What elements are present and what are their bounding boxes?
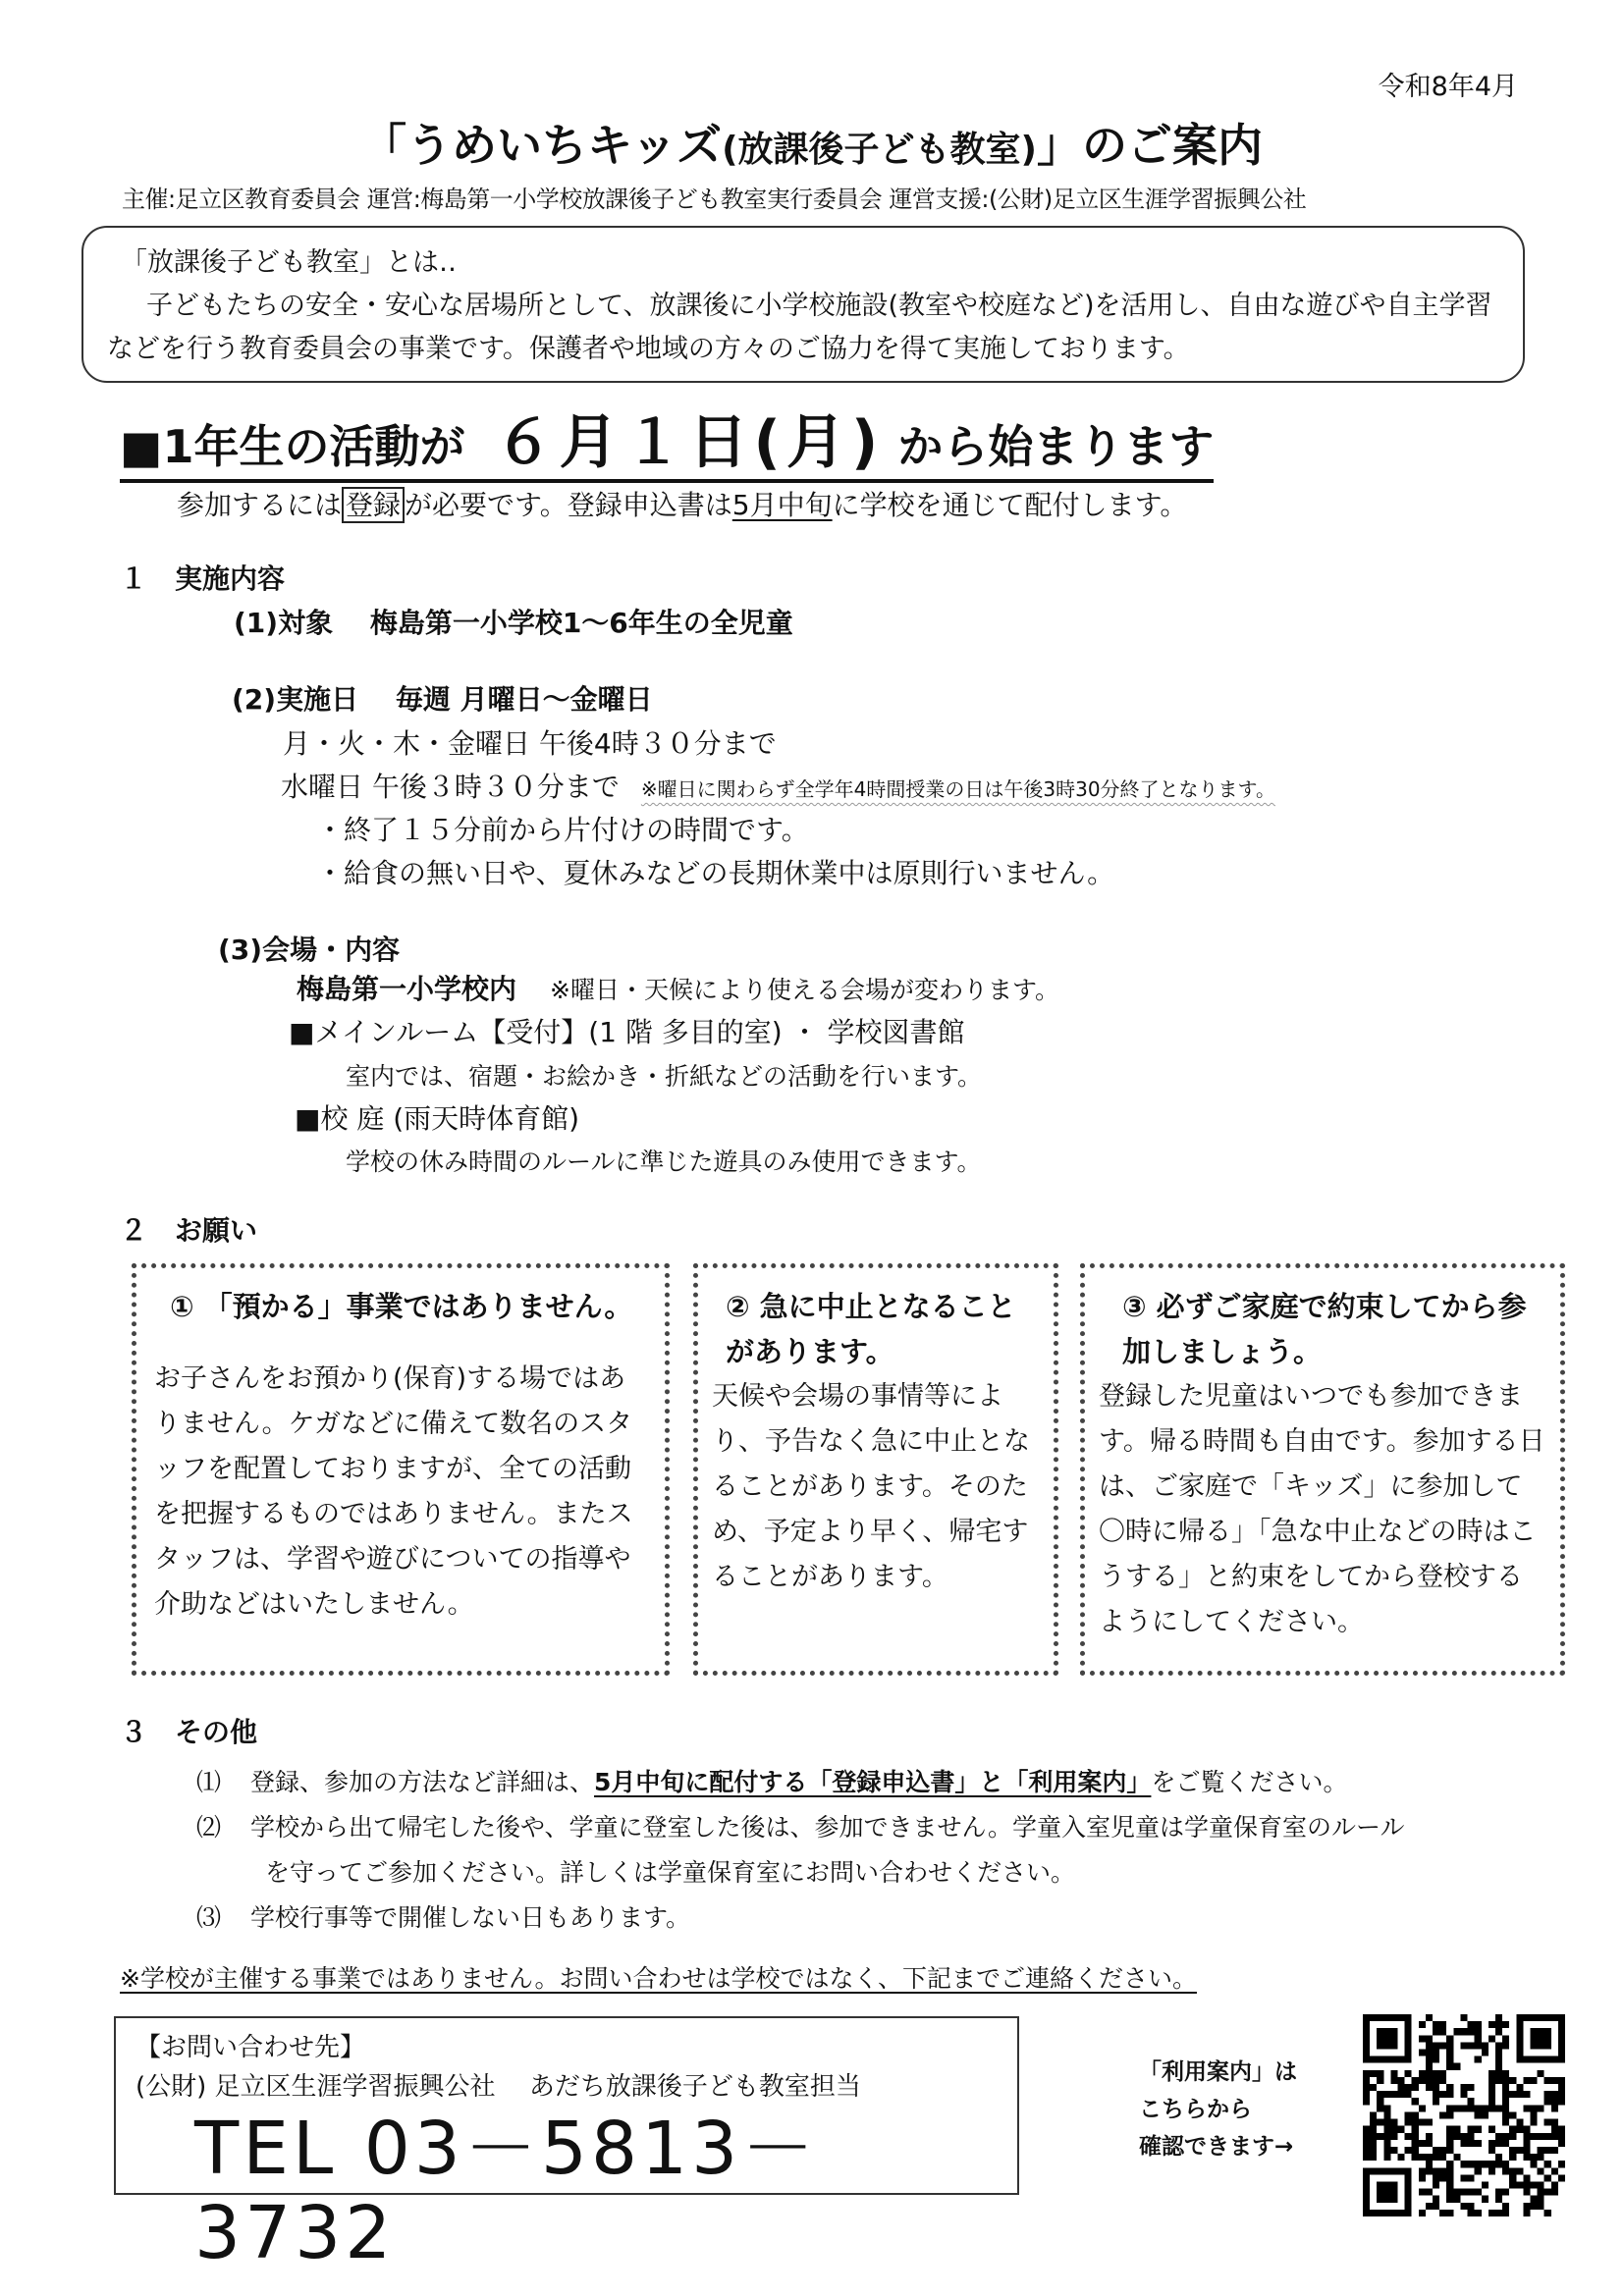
venue-school-row [297, 968, 1059, 1007]
qr-note-line2: こちらから [1139, 2097, 1252, 2122]
days-bullet2: ・給食の無い日や、夏休みなどの長期休業中は原則行いません。 [316, 857, 1115, 889]
inquiry-notice: ※学校が主催する事業ではありません。お問い合わせは学校ではなく、下記までご連絡ください。 [120, 1964, 1197, 1993]
other-item3 [196, 1898, 690, 1934]
reg-b: が必要です。登録申込書は [405, 489, 732, 521]
days-line1: 月・火・木・金曜日 午後4時３０分まで [283, 727, 777, 760]
item2-line1: 学校から出て帰宅した後や、学童に登室した後は、参加できません。学童入室児童は学童保育室のルール [250, 1813, 1405, 1842]
venue-yard: ■校 庭 (雨天時体育館) [295, 1102, 580, 1135]
venue-main: ■メインルーム【受付】(1 階 多目的室) ・ 学校図書館 [289, 1016, 965, 1048]
request-title-2: ② 急に中止となることがあります。 [726, 1290, 1016, 1368]
reg-underlined: 5月中旬 [731, 489, 833, 521]
qr-note [1139, 2054, 1335, 2165]
days-heading: (2)実施日 毎週 月曜日～金曜日 [232, 683, 653, 716]
item1-num: ⑴ [196, 1768, 222, 1796]
other-item2-line1 [196, 1808, 1405, 1843]
request-title-3: ③ 必ずご家庭で約束してから参加しましょう。 [1122, 1290, 1527, 1368]
contact-box [114, 2016, 1019, 2275]
item3-num: ⑶ [196, 1903, 222, 1932]
request-box-3 [1080, 1263, 1565, 1676]
section2-heading: ２ お願い [120, 1214, 258, 1247]
title-main-b: 」のご案内 [1037, 119, 1263, 172]
headline-date: ６月１日(月) [494, 408, 885, 477]
item1-underlined: 5月中旬に配付する「登録申込書」と「利用案内」 [594, 1768, 1152, 1796]
issue-date: 令和8年4月 [1378, 72, 1518, 102]
registration-note [177, 484, 1187, 523]
request-box-2 [693, 1263, 1058, 1676]
contact-tel: TEL 03－5813－3732 [194, 2107, 819, 2275]
item3: 学校行事等で開催しない日もあります。 [250, 1903, 691, 1932]
item1-b: をご覧ください。 [1151, 1768, 1348, 1796]
start-headline [120, 408, 1215, 483]
contact-org: (公財) 足立区生涯学習振興公社 あだち放課後子ども教室担当 [135, 2072, 861, 2102]
title-paren: (放課後子ども教室) [722, 130, 1037, 170]
intro-body: 子どもたちの安全・安心な居場所として、放課後に小学校施設(教室や校庭など)を活用し、自由な遊びや自主学習などを行う教育委員会の事業です。保護者や地域の方々のご協力を得て実施しております。 [107, 291, 1492, 364]
request-body-3: 登録した児童はいつでも参加できます。帰る時間も自由です。参加する日は、ご家庭で「キッズ」に参加して〇時に帰る」「急な中止などの時はこうする」と約束をしてから登校するようにしてください。 [1099, 1381, 1545, 1637]
section1-heading: １ 実施内容 [120, 562, 286, 595]
venue-heading: (3)会場・内容 [218, 934, 401, 966]
reg-boxed: 登録 [342, 487, 405, 523]
days-bullet1: ・終了１５分前から片付けの時間です。 [316, 814, 809, 846]
venue-school: 梅島第一小学校内 [297, 973, 517, 1005]
qr-code[interactable] [1363, 2014, 1565, 2216]
contact-label: 【お問い合わせ先】 [135, 2033, 366, 2062]
other-item1 [196, 1763, 1347, 1798]
venue-yard-desc: 学校の休み時間のルールに準じた遊具のみ使用できます。 [346, 1148, 982, 1176]
intro-box [81, 226, 1525, 383]
reg-a: 参加するには [177, 489, 343, 521]
days-line2: 水曜日 午後３時３０分まで [281, 771, 620, 803]
target: (1)対象 梅島第一小学校1～6年生の全児童 [234, 607, 793, 639]
title-main-a: 「うめいちキッズ [360, 119, 723, 172]
request-body-1: お子さんをお預かり(保育)する場ではありません。ケガなどに備えて数名のスタッフを配置しておりますが、全ての活動を把握するものではありません。またスタッフは、学習や遊びについての指導や介助などはいたしません。 [154, 1363, 633, 1620]
qr-note-line1: 「利用案内」は [1139, 2059, 1297, 2085]
page-title [0, 110, 1624, 175]
intro-heading: 「放課後子ども教室」とは‥ [121, 247, 458, 278]
headline-suffix: から始まります [897, 420, 1215, 473]
headline-prefix: ■1年生の活動が [120, 420, 465, 473]
venue-note: ※曜日・天候により使える会場が変わります。 [550, 976, 1059, 1004]
organizers: 主催:足立区教育委員会 運営:梅島第一小学校放課後子ども教室実行委員会 運営支援:(公財)足立区生涯学習振興公社 [122, 186, 1307, 213]
item1-a: 登録、参加の方法など詳細は、 [250, 1768, 595, 1796]
days-note: ※曜日に関わらず全学年4時間授業の日は午後3時30分終了となります。 [640, 777, 1275, 801]
request-box-1 [132, 1263, 670, 1676]
request-title-1: ① 「預かる」事業ではありません。 [170, 1290, 633, 1323]
item2-num: ⑵ [196, 1813, 222, 1842]
days-line2-row [281, 766, 1275, 805]
qr-note-line3: 確認できます→ [1139, 2134, 1294, 2160]
section3-heading: ３ その他 [120, 1716, 258, 1748]
item2-line2: を守ってご参加ください。詳しくは学童保育室にお問い合わせください。 [265, 1858, 1076, 1887]
venue-main-desc: 室内では、宿題・お絵かき・折紙などの活動を行います。 [346, 1062, 983, 1091]
request-body-2: 天候や会場の事情等により、予告なく急に中止となることがあります。そのため、予定より早く、帰宅することがあります。 [712, 1381, 1030, 1592]
reg-c: に学校を通じて配付します。 [832, 489, 1188, 521]
